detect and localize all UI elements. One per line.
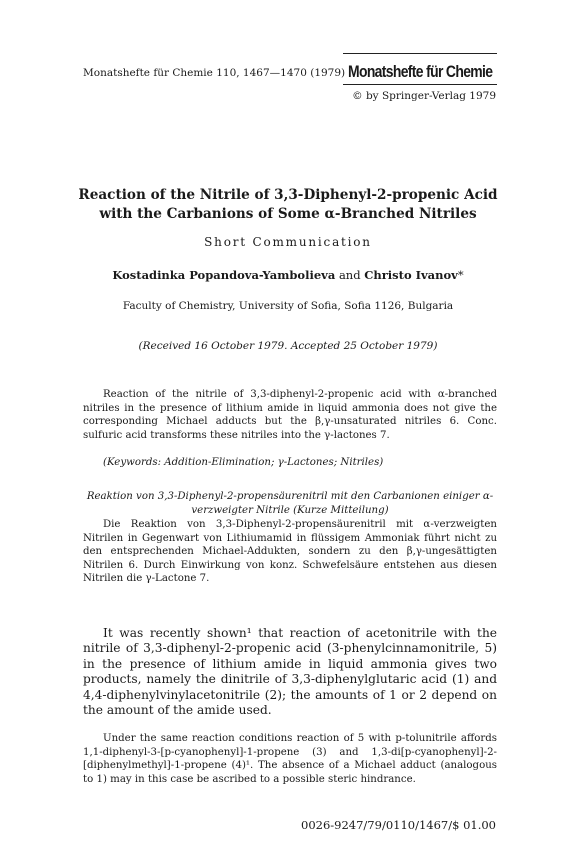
affiliation: Faculty of Chemistry, University of Sofia, Sofia 1126, Bulgaria xyxy=(122,300,454,312)
german-abstract: Die Reaktion von 3,3-Diphenyl-2-propensäurenitril mit α-verzweigten Nitrilen in Gegenwart von Lithiumamid in flüssigem Ammoniak führt nicht zu den entsprechenden Michael-Addukten, sondern zu den β,γ-ungesättigten Nitrilen 6. Durch Einwirkung von konz. Schwefelsäure entstehen aus diesen Nitrilen die γ-Lactone 7. xyxy=(83,519,497,585)
journal-reference: Monatshefte für Chemie 110, 1467—1470 (1979) xyxy=(83,67,346,79)
journal-logo: Monatshefte für Chemie xyxy=(348,62,493,81)
author-1: Kostadinka Popandova-Yambolieva xyxy=(112,268,336,282)
header-top-rule xyxy=(343,53,497,54)
article-type: Short Communication xyxy=(204,235,372,249)
article-title: Reaction of the Nitrile of 3,3-Diphenyl-2-propenic Acid with the Carbanions of Some α-Branched Nitriles xyxy=(78,187,498,222)
article-code: 0026-9247/79/0110/1467/$ 01.00 xyxy=(301,818,496,832)
author-line xyxy=(60,268,516,282)
keywords: (Keywords: Addition-Elimination; γ-Lactones; Nitriles) xyxy=(103,457,384,468)
author-join: and xyxy=(338,268,361,282)
author-mark: * xyxy=(457,268,464,282)
abstract-text: Reaction of the nitrile of 3,3-diphenyl-2-propenic acid with α-branched nitriles in the presence of lithium amide in liquid ammonia does not give the corresponding Michael adducts but the β,γ-unsaturated nitriles 6. Conc. sulfuric acid transforms these nitriles into the γ-lactones 7. xyxy=(83,389,497,441)
copyright-line: © by Springer-Verlag 1979 xyxy=(352,90,496,102)
abstract xyxy=(83,388,497,442)
german-title: Reaktion von 3,3-Diphenyl-2-propensäurenitril mit den Carbanionen einiger α-verzweigter Nitrile (Kurze Mitteilung) xyxy=(86,491,494,516)
received-dates: (Received 16 October 1979. Accepted 25 October 1979) xyxy=(138,340,438,352)
body-paragraph-2: Under the same reaction conditions reaction of 5 with p-tolunitrile affords 1,1-diphenyl-3-[p-cyanophenyl]-1-propene (3) and 1,3-di[p-cyanophenyl]-2-[diphenylmethyl]-1-propene (4)¹. The absence of a Michael adduct (analogous to 1) may in this case be ascribed to a possible steric hindrance. xyxy=(83,733,497,785)
author-2: Christo Ivanov xyxy=(364,268,458,282)
body-paragraph-1: It was recently shown¹ that reaction of acetonitrile with the nitrile of 3,3-diphenyl-2-propenic acid (3-phenylcinnamonitrile, 5) in the presence of lithium amide in liquid ammonia gives two products, namely the dinitrile of 3,3-diphenylglutaric acid (1) and 4,4-diphenylvinylacetonitrile (2); the amounts of 1 or 2 depend on the amount of the amide used. xyxy=(83,626,497,718)
header-bottom-rule xyxy=(343,84,497,85)
